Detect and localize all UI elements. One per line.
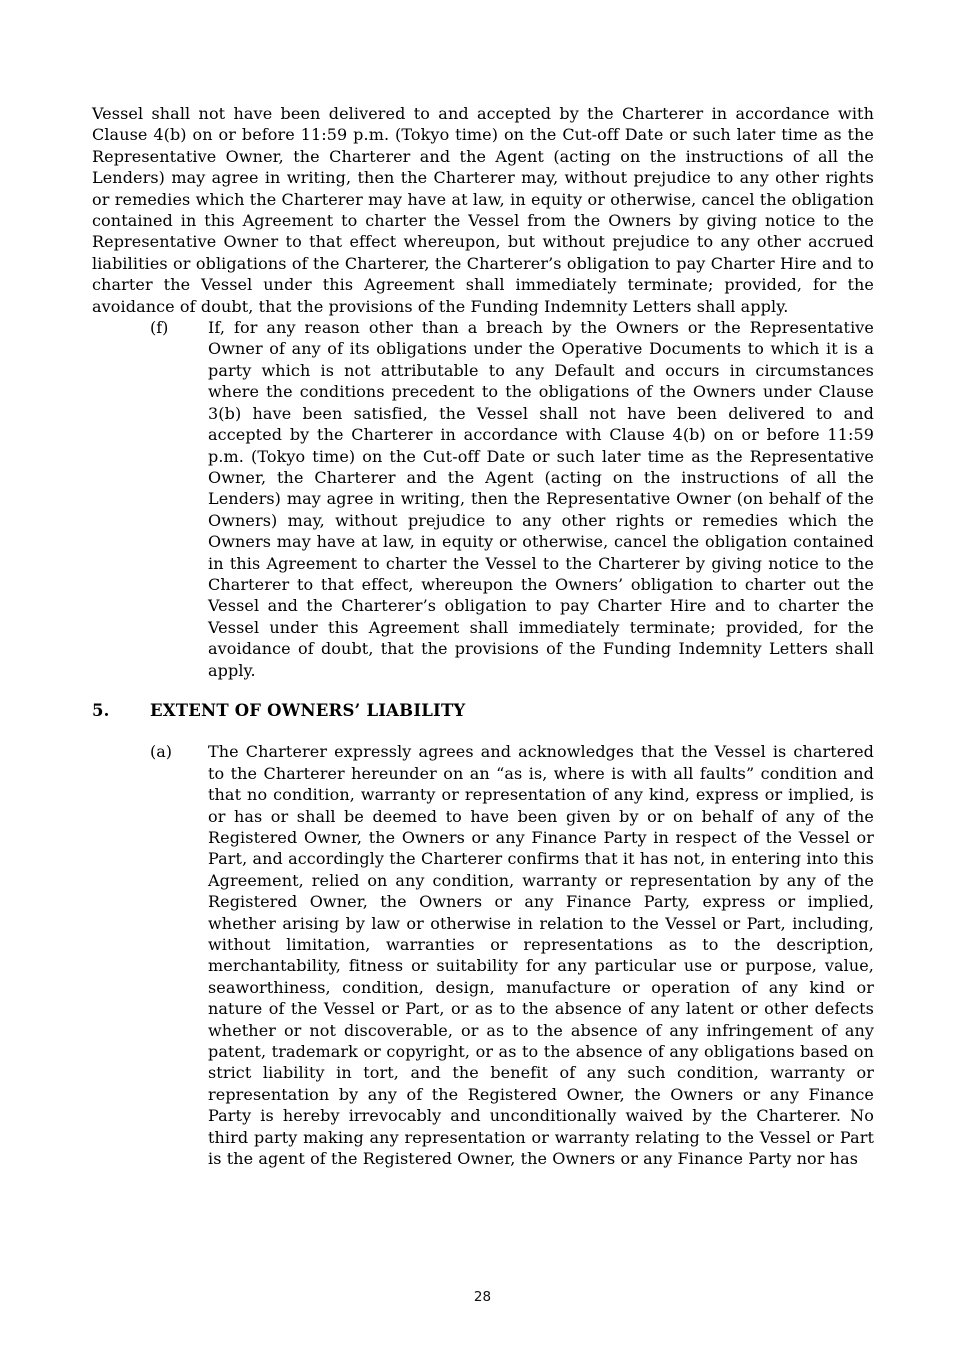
document-content bbox=[92, 103, 874, 1189]
section-5-title: EXTENT OF OWNERS’ LIABILITY bbox=[150, 700, 466, 720]
section-5-number: 5. bbox=[92, 700, 110, 720]
clause-4e-continuation-paragraph: Vessel shall not have been delivered to and accepted by the Charterer in accordance with Clause 4(b) on or before 11:59 p.m. (Tokyo time) on the Cut-off Date or such later time as the Representative Owner, the Charterer and the Agent (acting on the instructions of all the Lenders) may agree in writing, then the Charterer may, without prejudice to any other rights or remedies which the Charterer may have at law, in equity or otherwise, cancel the obligation contained in this Agreement to charter the Vessel from the Owners by giving notice to the Representative Owner to that effect whereupon, but without prejudice to any other accrued liabilities or obligations of the Charterer, the Charterer’s obligation to pay Charter Hire and to charter the Vessel under this Agreement shall immediately terminate; provided, for the avoidance of doubt, that the provisions of the Funding Indemnity Letters shall apply. bbox=[92, 104, 874, 316]
paragraph-f bbox=[150, 317, 874, 681]
paragraph-a bbox=[150, 741, 874, 1169]
paragraph-a-text: The Charterer expressly agrees and acknowledges that the Vessel is chartered to the Charterer hereunder on an “as is, where is with all faults” condition and that no condition, warranty or representation of any kind, express or implied, is or has or shall be deemed to have been given by or on behalf of any of the Registered Owner, the Owners or any Finance Party in respect of the Vessel or Part, and accordingly the Charterer confirms that it has not, in entering into this Agreement, relied on any condition, warranty or representation by any of the Registered Owner, the Owners or any Finance Party, express or implied, whether arising by law or otherwise in relation to the Vessel or Part, including, without limitation, warranties or representations as to the description, merchantability, fitness or suitability for any particular use or purpose, value, seaworthiness, condition, design, manufacture or operation of any kind or nature of the Vessel or Part, or as to the absence of any latent or other defects whether or not discoverable, or as to the absence of any infringement of any patent, trademark or copyright, or as to the absence of any obligations based on strict liability in tort, and the benefit of any such condition, warranty or representation by any of the Registered Owner, the Owners or any Finance Party is hereby irrevocably and unconditionally waived by the Charterer. No third party making any representation or warranty relating to the Vessel or Part is the agent of the Registered Owner, the Owners or any Finance Party nor has bbox=[208, 742, 874, 1169]
paragraph-f-label: (f) bbox=[150, 318, 169, 338]
page-number: 28 bbox=[473, 1289, 492, 1305]
paragraph-f-text: If, for any reason other than a breach by the Owners or the Representative Owner of any of its obligations under the Operative Documents to which it is a party which is not attributable to any Default and occurs in circumstances where the conditions precedent to the obligations of the Owners under Clause 3(b) have been satisfied, the Vessel shall not have been delivered to and accepted by the Charterer in accordance with Clause 4(b) on or before 11:59 p.m. (Tokyo time) on the Cut-off Date or such later time as the Representative Owner, the Charterer and the Agent (acting on the instructions of all the Lenders) may agree in writing, then the Representative Owner (on behalf of the Owners) may, without prejudice to any other rights or remedies which the Owners may have at law, in equity or otherwise, cancel the obligation contained in this Agreement to charter the Vessel to the Charterer by giving notice to the Charterer to that effect, whereupon the Owners’ obligation to charter out the Vessel and the Charterer’s obligation to pay Charter Hire and to charter the Vessel under this Agreement shall immediately terminate; provided, for the avoidance of doubt, that the provisions of the Funding Indemnity Letters shall apply. bbox=[208, 318, 874, 680]
paragraph-a-label: (a) bbox=[150, 742, 173, 762]
section-5-heading bbox=[92, 700, 874, 721]
